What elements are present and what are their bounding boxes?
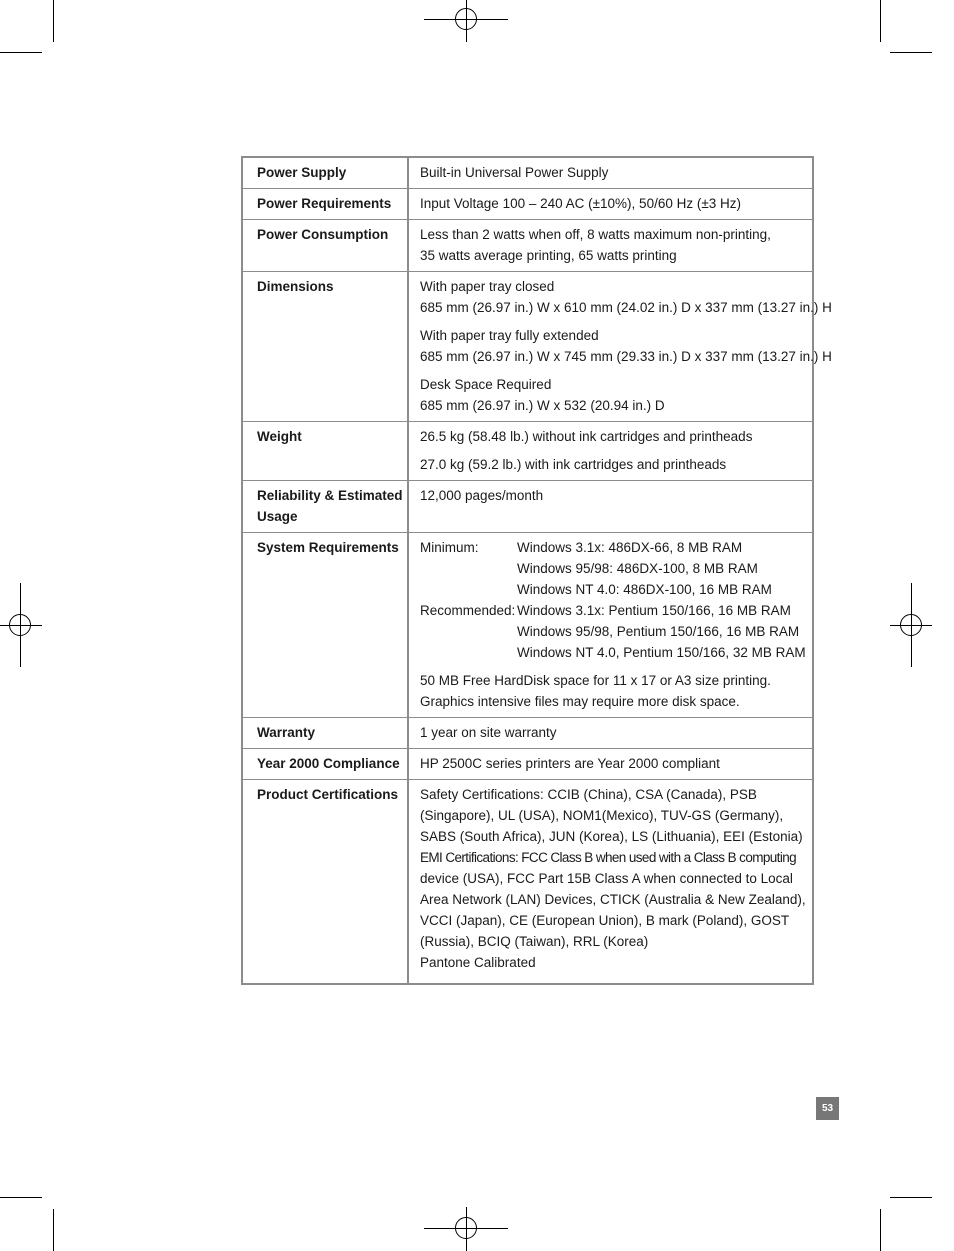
table-row — [242, 780, 813, 985]
spec-value — [408, 189, 813, 220]
spec-value-line: 1 year on site warranty — [420, 725, 557, 740]
table-row — [242, 533, 813, 718]
crop-mark-top-left-v — [53, 0, 54, 42]
spec-label: Year 2000 Compliance — [242, 749, 408, 780]
table-row — [242, 422, 813, 481]
recommended-label: Recommended: — [420, 603, 516, 618]
safety-certifications: Safety Certifications: CCIB (China), CSA (Canada), PSB (Singapore), UL (USA), NOM1(Mexico), TUV-GS (Germany), SABS (South Africa), JUN (Korea), LS (Lithuania), EEI (Estonia) — [420, 787, 803, 844]
spec-paragraph — [420, 276, 832, 318]
spec-value — [408, 220, 813, 272]
spec-label: Product Certifications — [242, 780, 408, 985]
spec-value-line: Graphics intensive files may require more disk space. — [420, 694, 740, 709]
table-row — [242, 481, 813, 533]
table-row — [242, 189, 813, 220]
spec-label: Reliability & Estimated Usage — [242, 481, 408, 533]
spec-value-line: Built-in Universal Power Supply — [420, 165, 609, 180]
spec-value-line: 35 watts average printing, 65 watts printing — [420, 248, 677, 263]
spec-paragraph — [420, 670, 808, 712]
emi-certifications-first-line: EMI Certifications: FCC Class B when used with a Class B computing — [420, 850, 797, 865]
pantone-calibrated: Pantone Calibrated — [420, 955, 536, 970]
minimum-requirement: Windows 95/98: 486DX-100, 8 MB RAM — [517, 561, 758, 576]
spec-value-line: 685 mm (26.97 in.) W x 745 mm (29.33 in.) D x 337 mm (13.27 in.) H — [420, 349, 832, 364]
spec-value — [408, 272, 832, 422]
minimum-requirement: Windows 3.1x: 486DX-66, 8 MB RAM — [517, 540, 743, 555]
spec-value — [408, 157, 813, 189]
table-row — [242, 749, 813, 780]
crop-mark-bottom-right-h — [890, 1197, 932, 1198]
table-row — [242, 157, 813, 189]
system-requirements-grid — [420, 537, 808, 663]
registration-mark-left-circle — [9, 614, 31, 636]
spec-value-line: 12,000 pages/month — [420, 488, 544, 503]
specifications-table — [241, 156, 832, 985]
recommended-requirement: Windows NT 4.0, Pentium 150/166, 32 MB RAM — [517, 645, 806, 660]
spec-value-line: Less than 2 watts when off, 8 watts maximum non-printing, — [420, 227, 771, 242]
spec-value-line: 685 mm (26.97 in.) W x 610 mm (24.02 in.) D x 337 mm (13.27 in.) H — [420, 300, 832, 315]
spec-label: System Requirements — [242, 533, 408, 718]
emi-certifications: device (USA), FCC Part 15B Class A when connected to Local Area Network (LAN) Devices, CTICK (Australia & New Zealand), VCCI (Japan), CE (European Union), B mark (Poland), GOST (Russia), BCIQ (Taiwan), RRL (Korea) — [420, 871, 806, 949]
crop-mark-bottom-right-v — [880, 1209, 881, 1251]
spec-label: Warranty — [242, 718, 408, 749]
registration-mark-top-circle — [455, 8, 477, 30]
spec-value — [408, 749, 813, 780]
spec-label: Dimensions — [242, 272, 408, 422]
minimum-label: Minimum: — [420, 540, 479, 555]
registration-mark-right-circle — [900, 614, 922, 636]
spec-value — [408, 481, 813, 533]
spec-paragraph — [420, 374, 808, 416]
spec-paragraph — [420, 454, 808, 475]
spec-label: Weight — [242, 422, 408, 481]
table-row — [242, 272, 813, 422]
spec-value — [408, 780, 813, 985]
spec-paragraph — [420, 426, 808, 447]
registration-mark-bottom-circle — [455, 1217, 477, 1239]
spec-value-line: Input Voltage 100 – 240 AC (±10%), 50/60 Hz (±3 Hz) — [420, 196, 742, 211]
crop-mark-bottom-left-v — [53, 1209, 54, 1251]
spec-value-line: Desk Space Required — [420, 377, 552, 392]
spec-paragraph — [420, 325, 832, 367]
spec-value — [408, 533, 813, 718]
spec-label: Power Supply — [242, 157, 408, 189]
recommended-requirement: Windows 95/98, Pentium 150/166, 16 MB RAM — [517, 624, 800, 639]
spec-label: Power Consumption — [242, 220, 408, 272]
spec-value-line: HP 2500C series printers are Year 2000 compliant — [420, 756, 720, 771]
spec-value — [408, 718, 813, 749]
table-row — [242, 220, 813, 272]
spec-value-line: 50 MB Free HardDisk space for 11 x 17 or A3 size printing. — [420, 673, 771, 688]
spec-value-line: With paper tray closed — [420, 279, 555, 294]
page-number: 53 — [816, 1097, 839, 1120]
spec-value-line: 685 mm (26.97 in.) W x 532 (20.94 in.) D — [420, 398, 665, 413]
crop-mark-top-right-h — [890, 52, 932, 53]
spec-value — [408, 422, 813, 481]
minimum-requirement: Windows NT 4.0: 486DX-100, 16 MB RAM — [517, 582, 772, 597]
spec-value-line: 27.0 kg (59.2 lb.) with ink cartridges and printheads — [420, 457, 727, 472]
crop-mark-top-right-v — [880, 0, 881, 42]
table-row — [242, 718, 813, 749]
recommended-requirement: Windows 3.1x: Pentium 150/166, 16 MB RAM — [517, 603, 791, 618]
spec-value-line: With paper tray fully extended — [420, 328, 599, 343]
crop-mark-top-left-h — [0, 52, 42, 53]
crop-mark-bottom-left-h — [0, 1197, 42, 1198]
spec-label: Power Requirements — [242, 189, 408, 220]
spec-value-line: 26.5 kg (58.48 lb.) without ink cartridges and printheads — [420, 429, 753, 444]
